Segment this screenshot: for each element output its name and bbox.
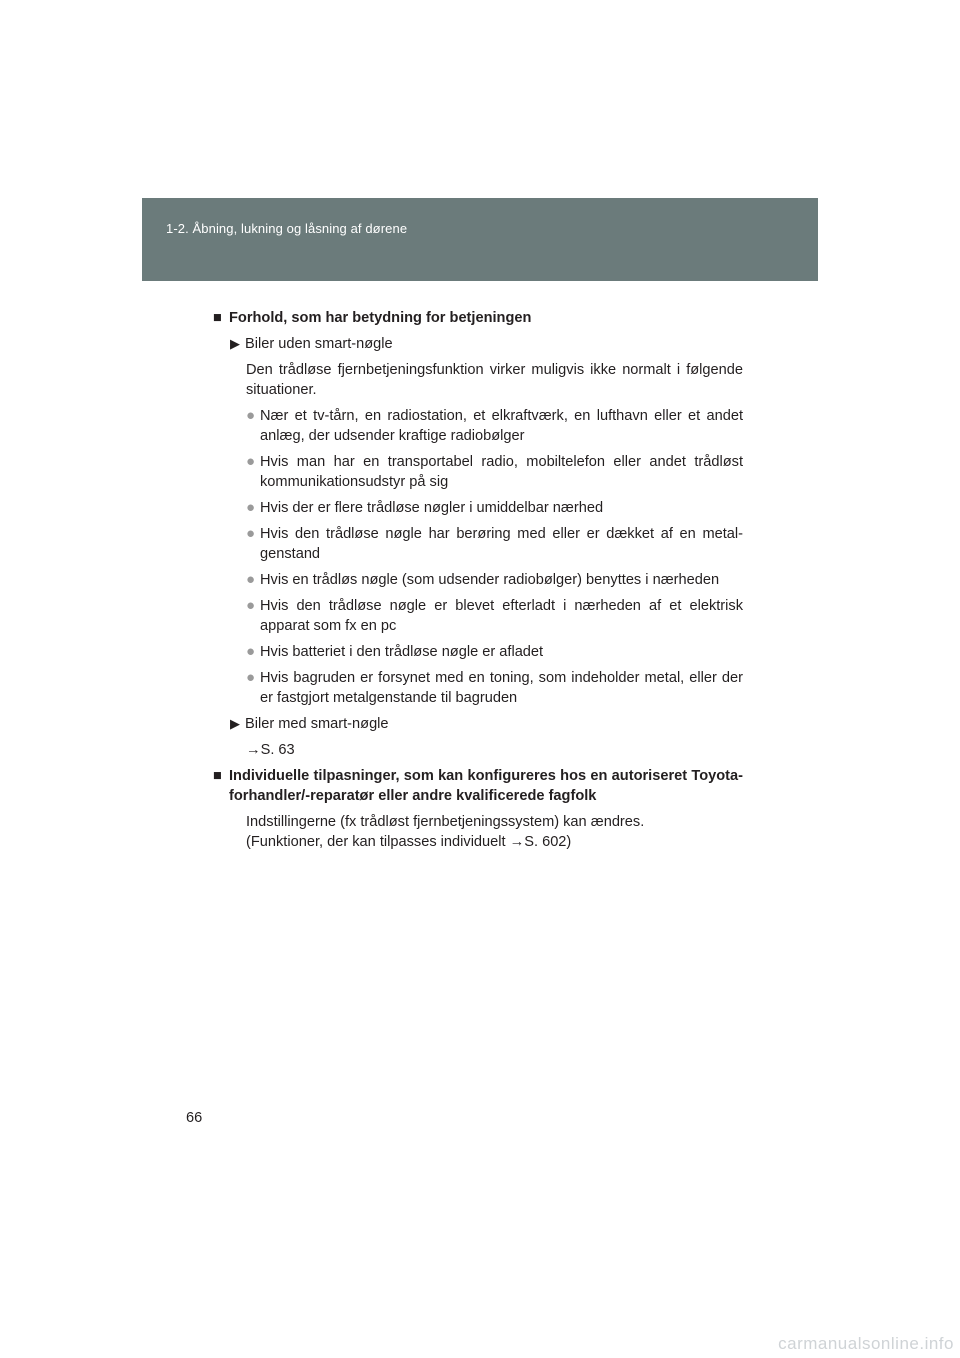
- customization-paragraph: [246, 812, 743, 852]
- list-item: [246, 498, 743, 518]
- bullet-icon: ●: [246, 453, 256, 470]
- bullet-icon: ●: [246, 499, 256, 516]
- triangle-icon: ▶: [230, 716, 240, 731]
- arrow-icon: →: [509, 834, 525, 850]
- section-heading-text: Individuelle tilpasninger, som kan konfigureres hos en autoriseret Toyota-forhandler/-reparatør eller andre kvalificerede fagfolk: [229, 768, 743, 804]
- bullet-icon: ●: [246, 669, 256, 686]
- subheading-text: Biler med smart-nøgle: [245, 716, 389, 732]
- subheading-text: Biler uden smart-nøgle: [245, 336, 393, 352]
- list-item-text: Hvis batteriet i den trådløse nøgle er afladet: [260, 644, 544, 660]
- list-item: [246, 452, 743, 492]
- section-heading-conditions: [213, 308, 743, 328]
- list-item-text: Hvis man har en transportabel radio, mobiltelefon eller andet trådløst kommunikationsudstyr på sig: [260, 454, 743, 490]
- section-heading-customization: [213, 766, 743, 806]
- watermark: carmanualsonline.info: [778, 1334, 954, 1353]
- header-band: [142, 198, 818, 281]
- list-item-text: Hvis bagruden er forsynet med en toning, som indeholder metal, eller der er fastgjort metalgenstande til bagruden: [260, 670, 743, 706]
- list-item: [246, 668, 743, 708]
- list-item-text: Nær et tv-tårn, en radiostation, et elkraftværk, en lufthavn eller et andet anlæg, der udsender kraftige radiobølger: [260, 408, 743, 444]
- section-heading-text: Forhold, som har betydning for betjeningen: [229, 310, 532, 326]
- square-icon: ■: [213, 310, 222, 326]
- list-item: [246, 570, 743, 590]
- conditions-list: [246, 406, 743, 708]
- subheading-smart-key: [230, 714, 743, 734]
- customization-line-1: Indstillingerne (fx trådløst fjernbetjeningssystem) kan ændres.: [246, 814, 645, 830]
- page-reference-text: S. 63: [260, 742, 295, 758]
- bullet-icon: ●: [246, 571, 256, 588]
- arrow-icon: →: [246, 742, 261, 758]
- bullet-icon: ●: [246, 597, 256, 614]
- list-item: [246, 524, 743, 564]
- page-content: [213, 308, 743, 852]
- list-item: [246, 596, 743, 636]
- bullet-icon: ●: [246, 643, 256, 660]
- list-item-text: Hvis en trådløs nøgle (som udsender radiobølger) benyttes i nærheden: [260, 572, 720, 588]
- customization-line-2-ref: S. 602): [524, 834, 572, 850]
- bullet-icon: ●: [246, 525, 256, 542]
- customization-line-2: [246, 832, 743, 852]
- page-reference: [246, 740, 743, 760]
- bullet-icon: ●: [246, 407, 256, 424]
- section-title: 1-2. Åbning, lukning og låsning af dørene: [166, 221, 408, 236]
- list-item-text: Hvis der er flere trådløse nøgler i umiddelbar nærhed: [260, 500, 604, 516]
- customization-line-2-prefix: (Funktioner, der kan tilpasses individuelt: [246, 834, 510, 850]
- subheading-no-smart-key: [230, 334, 743, 354]
- intro-paragraph: Den trådløse fjernbetjeningsfunktion virker muligvis ikke normalt i følgende situationer.: [246, 362, 743, 398]
- triangle-icon: ▶: [230, 336, 240, 351]
- list-item-text: Hvis den trådløse nøgle er blevet efterladt i nærheden af et elektrisk apparat som fx en pc: [260, 598, 743, 634]
- square-icon: ■: [213, 768, 222, 784]
- list-item: [246, 406, 743, 446]
- list-item-text: Hvis den trådløse nøgle har berøring med eller er dækket af en metal-genstand: [260, 526, 743, 562]
- list-item: [246, 642, 743, 662]
- page-number: 66: [186, 1110, 203, 1126]
